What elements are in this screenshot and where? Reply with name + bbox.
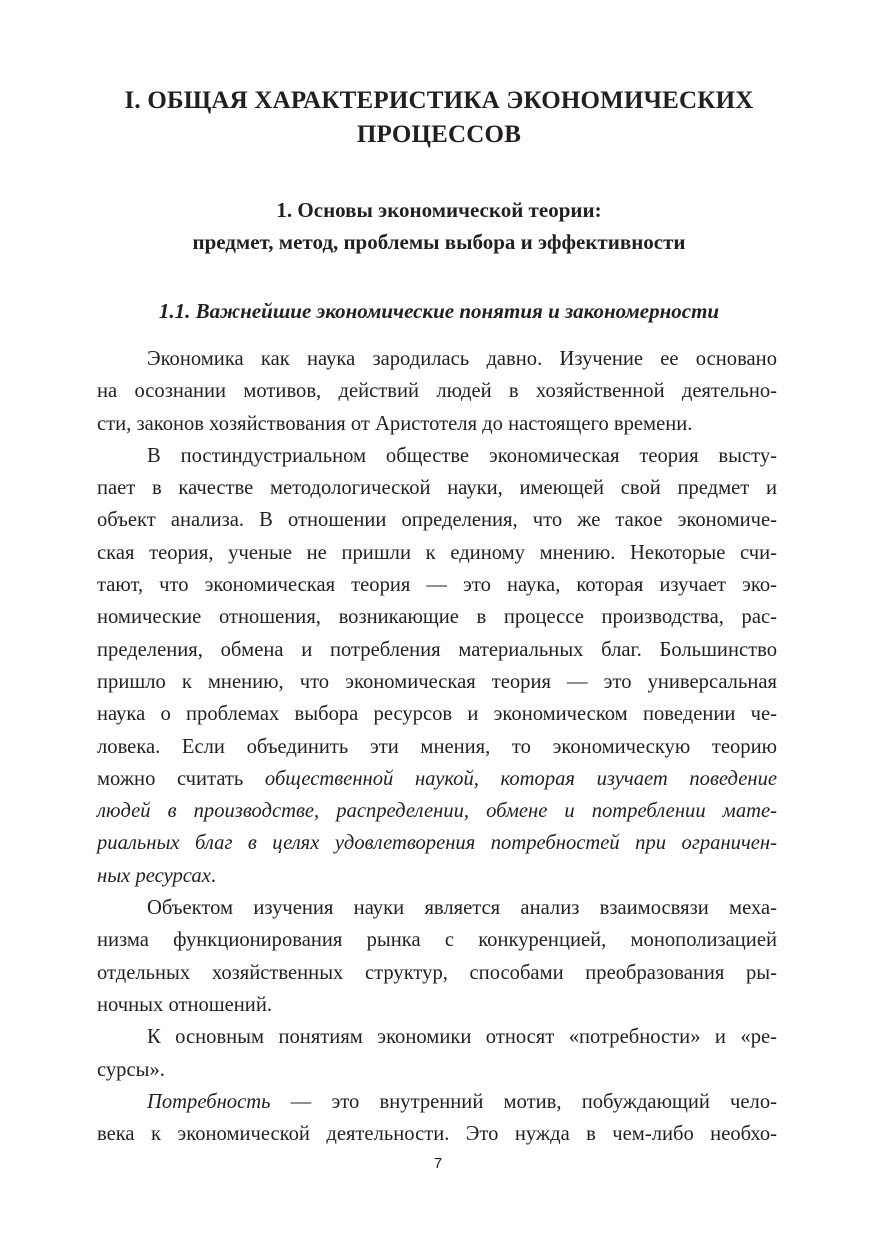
text-segment: . [210, 864, 216, 887]
text-line: века к экономической деятельности. Это нужда в чем-либо необхо- [97, 1123, 777, 1146]
text-line: наука о проблемах выбора ресурсов и экономическом поведении че- [97, 703, 777, 726]
text-line: ловека. Если объединить эти мнения, то экономическую теорию [97, 735, 777, 758]
text-segment: можно считать [97, 767, 265, 790]
text-line [97, 763, 777, 795]
chapter-title [96, 84, 782, 152]
italic-definition-segment: ных ресурсах [97, 864, 211, 887]
text-line [97, 860, 777, 892]
text-line: номические отношения, возникающие в процессе производства, рас- [97, 606, 777, 629]
text-line: Экономика как наука зародилась давно. Изучение ее основано [147, 348, 777, 370]
text-line: пает в качестве методологической науки, имеющей свой предмет и [97, 477, 777, 500]
italic-text-line: людей в производстве, распределении, обмене и потреблении мате- [97, 800, 777, 823]
page-number: 7 [433, 1155, 443, 1172]
text-line: пределения, обмена и потребления материальных благ. Большинство [97, 638, 777, 661]
italic-definition-segment: общественной наукой, которая изучает поведение [264, 767, 778, 790]
subsection-title: 1.1. Важнейшие экономические понятия и закономерности [158, 299, 720, 323]
text-line: ская теория, ученые не пришли к единому мнению. Некоторые счи- [97, 541, 777, 564]
text-line: сурсы». [97, 1058, 165, 1081]
chapter-title-line-2: ПРОЦЕССОВ [356, 121, 522, 148]
text-segment: — это внутренний мотив, побуждающий чело- [270, 1090, 777, 1113]
section-title [96, 194, 782, 258]
section-title-line-1: 1. Основы экономической теории: [276, 198, 602, 222]
text-line: сти, законов хозяйствования от Аристотеля до настоящего времени. [97, 412, 693, 435]
text-line: на осознании мотивов, действий людей в хозяйственной деятельно- [97, 380, 777, 403]
text-line: низма функционирования рынка с конкуренцией, монополизацией [97, 929, 777, 952]
text-line: ночных отношений. [97, 993, 272, 1016]
text-line: К основным понятиям экономики относят «потребности» и «ре- [147, 1026, 777, 1049]
italic-term-segment: Потребность [147, 1090, 271, 1113]
chapter-title-line-1: I. ОБЩАЯ ХАРАКТЕРИСТИКА ЭКОНОМИЧЕСКИХ [124, 87, 754, 114]
text-line: объект анализа. В отношении определения, что же такое экономиче- [97, 509, 777, 532]
text-line: пришло к мнению, что экономическая теория — это универсальная [97, 670, 777, 693]
text-line: Объектом изучения науки является анализ взаимосвязи меха- [147, 897, 777, 920]
section-title-line-2: предмет, метод, проблемы выбора и эффективности [192, 230, 686, 254]
italic-text-line: риальных благ в целях удовлетворения потребностей при ограничен- [97, 832, 777, 855]
body-text [97, 343, 777, 1150]
text-line: отдельных хозяйственных структур, способами преобразования ры- [97, 961, 777, 984]
text-line [97, 1086, 777, 1118]
text-line: тают, что экономическая теория — это наука, которая изучает эко- [97, 574, 777, 597]
text-line: В постиндустриальном обществе экономическая теория высту- [147, 444, 777, 467]
